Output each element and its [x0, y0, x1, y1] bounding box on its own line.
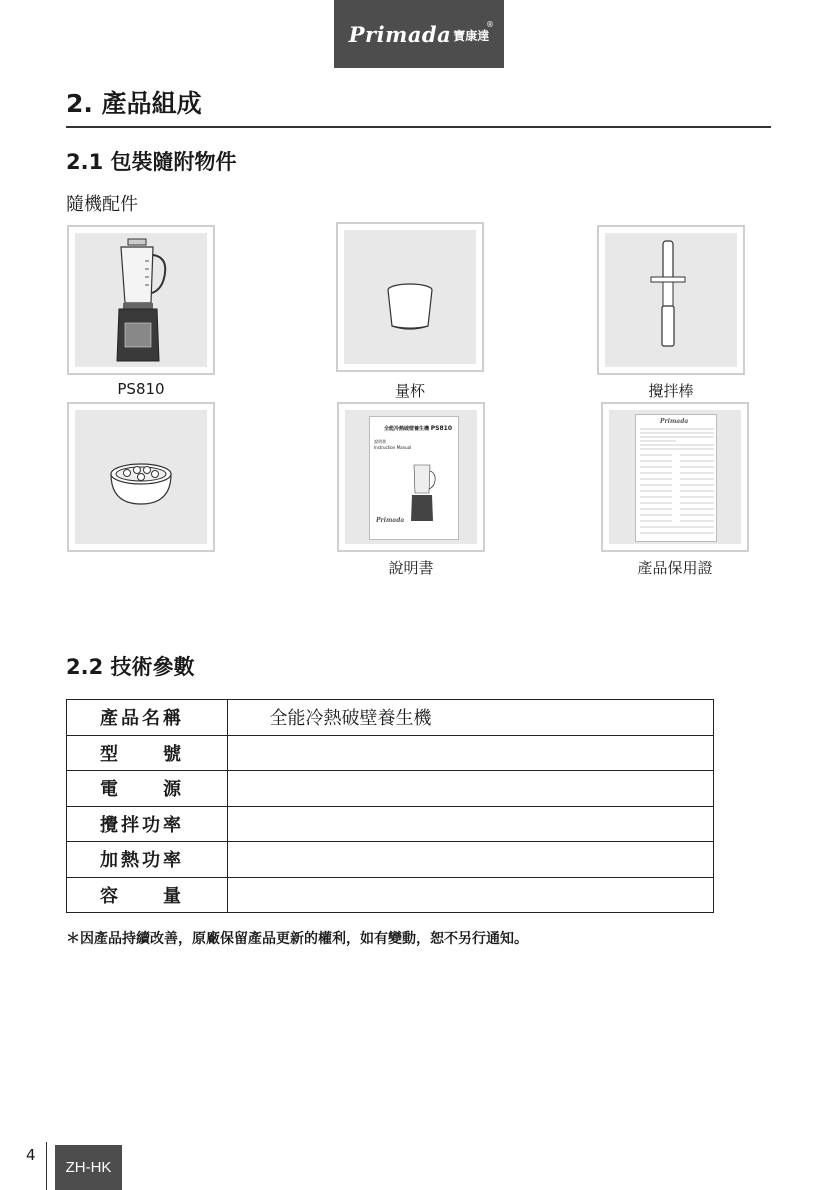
accessories-label: 隨機配件 [66, 194, 138, 215]
title-divider [66, 126, 771, 128]
brand-logo [334, 0, 504, 68]
spec-key: 容 量 [66, 877, 227, 913]
item-card-blender [67, 225, 215, 375]
registered-mark: ® [486, 20, 494, 29]
brand-name: Primada [348, 21, 452, 47]
spec-key: 電 源 [66, 771, 227, 807]
section-title: 2. 產品組成 [66, 89, 202, 118]
warranty-doc-brand: Primada [660, 418, 689, 425]
item-card-measuring-cup [336, 222, 484, 372]
table-row [66, 771, 714, 807]
footer-divider [46, 1142, 47, 1190]
spec-table [66, 699, 714, 913]
spec-value: 全能冷熱破壁養生機 [227, 700, 714, 736]
spec-value [227, 842, 714, 878]
language-badge: ZH-HK [55, 1145, 122, 1190]
spec-value [227, 735, 714, 771]
item-caption: 說明書 [388, 559, 434, 577]
filter-basket-icon [75, 410, 207, 544]
measuring-cup-icon [344, 230, 476, 364]
spec-value [227, 806, 714, 842]
table-row [66, 842, 714, 878]
spec-key: 型 號 [66, 735, 227, 771]
item-caption: PS810 [117, 380, 165, 398]
subsection-title-contents: 2.1 包裝隨附物件 [66, 150, 237, 174]
item-card-manual [337, 402, 485, 552]
spec-key: 產品名稱 [66, 700, 227, 736]
disclaimer-note: ＊因產品持續改善，原廠保留產品更新的權利，如有變動，恕不另行通知。 [66, 931, 528, 947]
manual-doc-brand: Primada [376, 517, 405, 524]
manual-doc-line1: 說明書 [374, 439, 386, 444]
brand-name-cn: 寶康達 [453, 29, 490, 43]
warranty-card-icon [635, 414, 717, 542]
item-caption: 攪拌棒 [648, 382, 694, 400]
spec-key: 加熱功率 [66, 842, 227, 878]
table-row [66, 877, 714, 913]
item-card-stir-stick [597, 225, 745, 375]
page-number: 4 [26, 1146, 36, 1164]
table-row [66, 735, 714, 771]
table-row [66, 806, 714, 842]
subsection-title-specs: 2.2 技術參數 [66, 655, 195, 679]
table-row [66, 700, 714, 736]
item-card-warranty [601, 402, 749, 552]
spec-value [227, 771, 714, 807]
manual-doc-line2: Instruction Manual [374, 445, 412, 450]
blender-icon [75, 233, 207, 367]
item-caption: 產品保用證 [637, 559, 713, 577]
warranty-form-lines [636, 415, 718, 543]
spec-value [227, 877, 714, 913]
manual-doc-title: 全能冷熱破壁養生機 PS810 [384, 425, 453, 432]
item-caption: 量杯 [394, 382, 425, 400]
spec-key: 攪拌功率 [66, 806, 227, 842]
manual-icon [369, 416, 459, 540]
item-card-filter-basket [67, 402, 215, 552]
stir-stick-icon [605, 233, 737, 367]
